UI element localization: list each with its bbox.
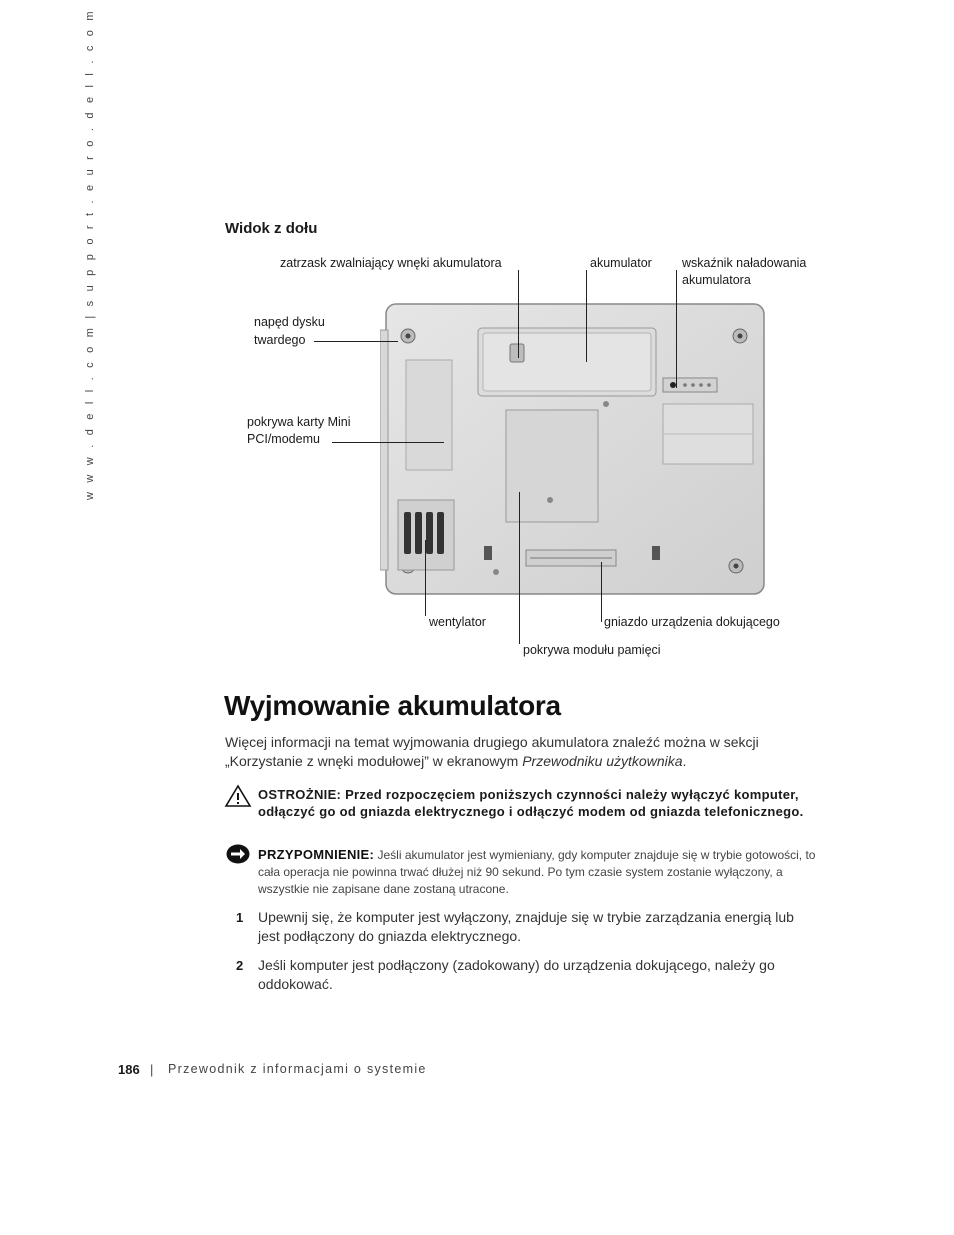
leader-hdd (314, 341, 398, 342)
callout-gauge-2: akumulatora (682, 273, 751, 287)
page-number: 186 (118, 1062, 140, 1077)
leader-minipci (332, 442, 444, 443)
notice-body: Jeśli akumulator jest wymieniany, gdy komputer znajduje się w trybie gotowości, to cała operacja nie powinna trwać dłużej niż 90 sekund. Po tym czasie system zostanie wyłączony, a wszystkie nie zapisane dane zostaną utracone. (258, 848, 816, 896)
callout-battery: akumulator (590, 256, 652, 270)
leader-fan (425, 540, 426, 616)
footer-separator: | (150, 1062, 154, 1077)
callout-memory: pokrywa modułu pamięci (523, 643, 661, 657)
notice-arrow-icon (226, 844, 250, 869)
leader-gauge (676, 270, 677, 388)
laptop-bottom-illustration (380, 300, 770, 600)
callout-latch: zatrzask zwalniający wnęki akumulatora (280, 256, 502, 270)
callout-minipci-1: pokrywa karty Mini (247, 415, 351, 429)
notice-label: PRZYPOMNIENIE: (258, 847, 375, 862)
caution-text: OSTROŻNIE: Przed rozpoczęciem poniższych czynności należy wyłączyć komputer, odłączyć go od gniazda elektrycznego i odłączyć modem od gniazda telefonicznego. (258, 787, 804, 819)
intro-line-2: „Korzystanie z wnęki modułowej” w ekranowym Przewodniku użytkownika. (225, 753, 687, 769)
callout-dock: gniazdo urządzenia dokującego (604, 615, 780, 629)
callout-hdd-1: napęd dysku (254, 315, 325, 329)
leader-battery (586, 270, 587, 362)
warning-triangle-icon (224, 784, 252, 813)
footer-title: Przewodnik z informacjami o systemie (168, 1062, 427, 1076)
leader-memory (519, 492, 520, 644)
step-number-1: 1 (236, 910, 244, 925)
intro-italic-ref: Przewodniku użytkownika (522, 753, 683, 769)
sidebar-url: w w w . d e l l . c o m | s u p p o r t . e u r o . d e l l . c o m (84, 8, 96, 500)
step-number-2: 2 (236, 958, 244, 973)
page-title: Wyjmowanie akumulatora (224, 690, 561, 721)
callout-fan: wentylator (429, 615, 486, 629)
leader-dock (601, 562, 602, 622)
step-text-1: Upewnij się, że komputer jest wyłączony, znajduje się w trybie zarządzania energią lub jest podłączony do gniazda elektrycznego. (258, 909, 794, 944)
callout-gauge-1: wskaźnik naładowania (682, 256, 807, 270)
callout-hdd-2: twardego (254, 333, 306, 347)
callout-minipci-2: PCI/modemu (247, 432, 320, 446)
step-text-2: Jeśli komputer jest podłączony (zadokowany) do urządzenia dokującego, należy go oddokować. (258, 957, 775, 992)
notice-text (258, 846, 818, 898)
section-heading: Widok z dołu (225, 220, 318, 237)
leader-latch (518, 270, 519, 358)
intro-paragraph (225, 733, 825, 771)
intro-line-1: Więcej informacji na temat wyjmowania drugiego akumulatora znaleźć można w sekcji (225, 734, 759, 750)
laptop-bottom-figure (380, 300, 770, 600)
